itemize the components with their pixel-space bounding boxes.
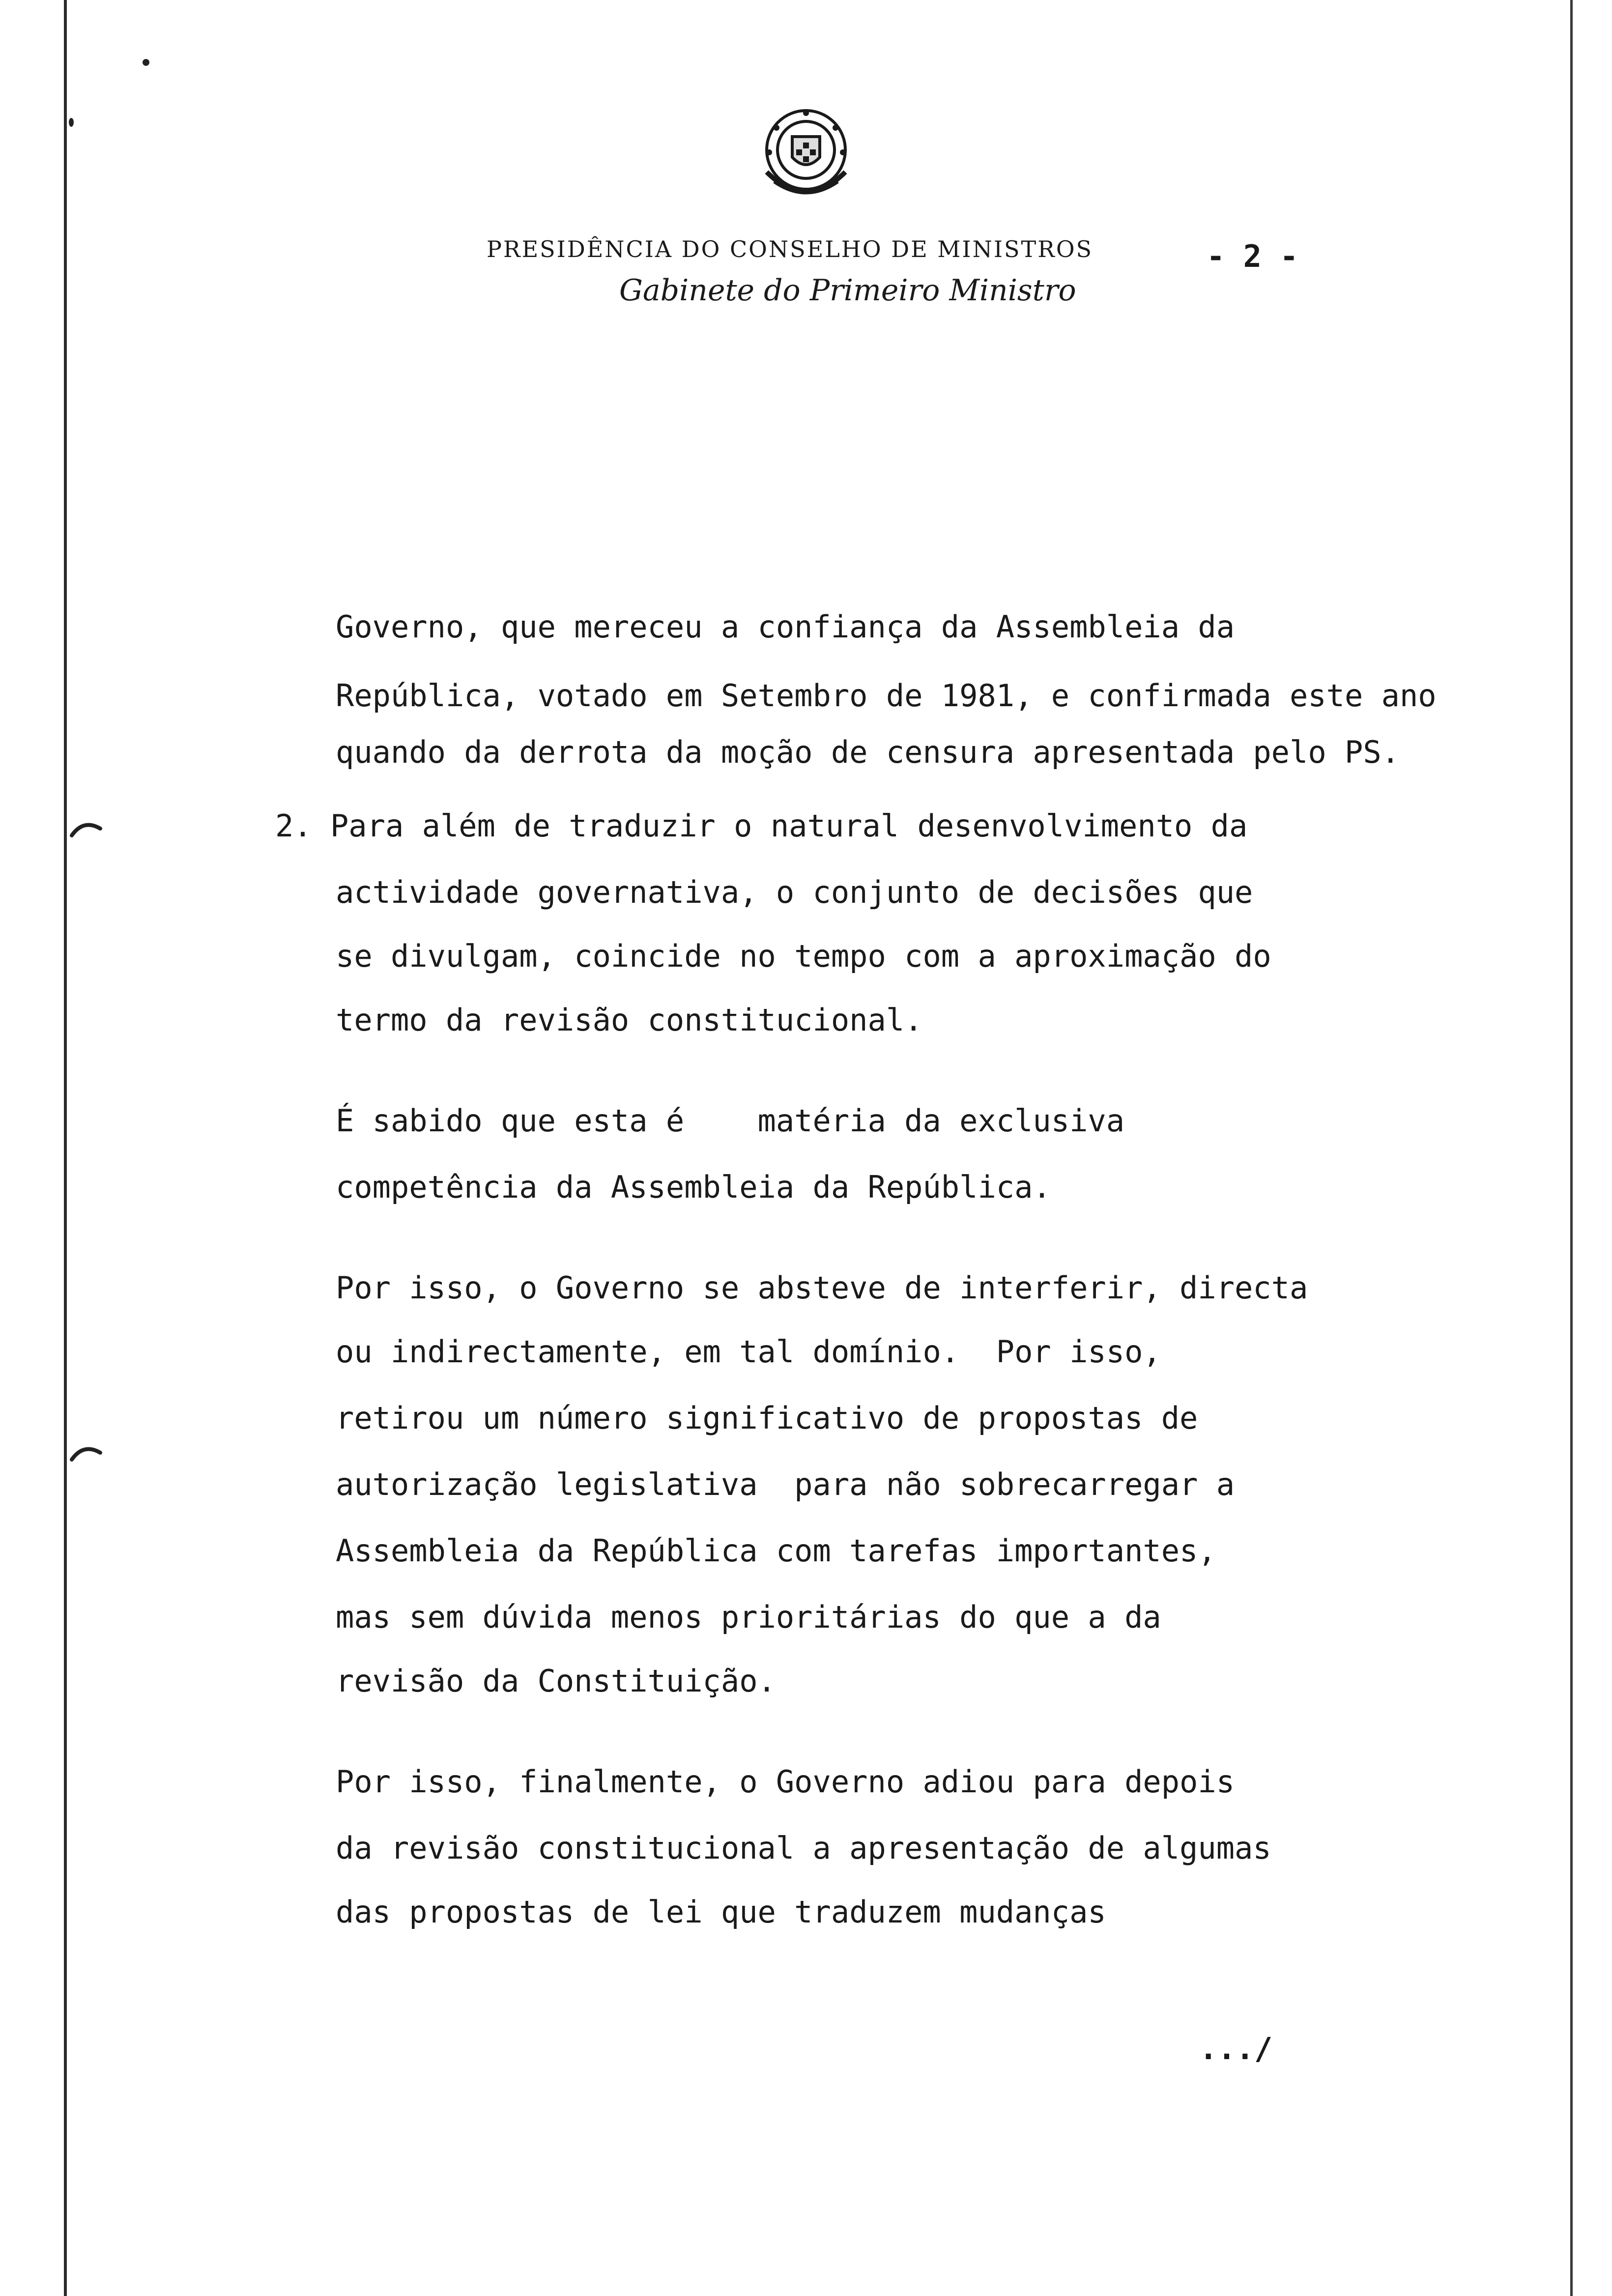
body-line: Por isso, o Governo se absteve de interferir, directa (336, 1270, 1308, 1306)
page-number: - 2 - (1207, 238, 1298, 274)
body-line: se divulgam, coincide no tempo com a aproximação do (336, 938, 1271, 974)
body-line: autorização legislativa para não sobrecarregar a (336, 1466, 1235, 1502)
punch-hole-mark-icon (69, 816, 103, 850)
body-line: República, votado em Setembro de 1981, e confirmada este ano (336, 678, 1437, 714)
punch-hole-mark-icon (69, 1440, 103, 1474)
body-line: actividade governativa, o conjunto de decisões que (336, 874, 1253, 910)
body-line: das propostas de lei que traduzem mudanças (336, 1894, 1106, 1930)
body-line: da revisão constitucional a apresentação de algumas (336, 1830, 1271, 1866)
body-line: Governo, que mereceu a confiança da Assembleia da (336, 609, 1235, 645)
body-line: quando da derrota da moção de censura apresentada pelo PS. (336, 734, 1400, 770)
coat-of-arms-icon (747, 98, 865, 216)
institution-title: PRESIDÊNCIA DO CONSELHO DE MINISTROS (487, 236, 1094, 262)
continuation-mark: .../ (1199, 2031, 1273, 2066)
body-line: 2. Para além de traduzir o natural desenvolvimento da (275, 808, 1248, 844)
body-line: Por isso, finalmente, o Governo adiou para depois (336, 1764, 1235, 1800)
ink-speck (143, 59, 149, 66)
body-line: É sabido que esta é matéria da exclusiva (336, 1103, 1125, 1139)
ink-speck (69, 118, 74, 127)
body-line: mas sem dúvida menos prioritárias do que a da (336, 1599, 1161, 1635)
page-right-edge (1570, 0, 1573, 2296)
body-line: termo da revisão constitucional. (336, 1002, 923, 1038)
body-line: revisão da Constituição. (336, 1663, 776, 1699)
page-left-edge (64, 0, 67, 2296)
body-line: ou indirectamente, em tal domínio. Por isso, (336, 1334, 1161, 1370)
body-line: retirou um número significativo de propostas de (336, 1400, 1198, 1436)
body-line: Assembleia da República com tarefas importantes, (336, 1533, 1216, 1569)
office-subtitle: Gabinete do Primeiro Ministro (619, 273, 1076, 308)
body-line: competência da Assembleia da República. (336, 1169, 1051, 1205)
